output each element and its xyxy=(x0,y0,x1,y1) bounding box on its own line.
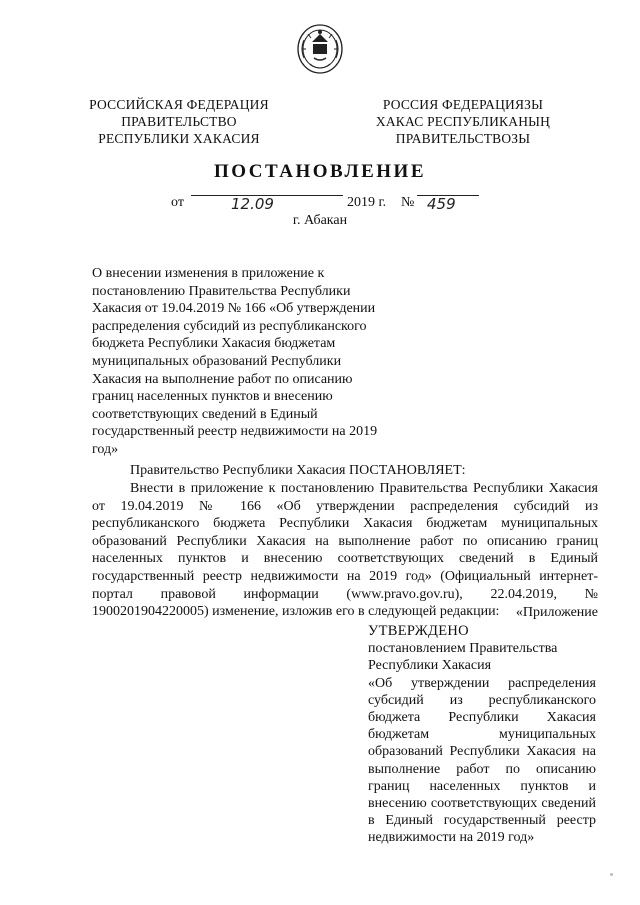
header-left-line: РЕСПУБЛИКИ ХАКАСИЯ xyxy=(98,131,260,146)
subject-line: границ населенных пунктов и внесению xyxy=(92,389,333,405)
body-line: населенных пунктов и внесению соответствующих сведений в Единый xyxy=(92,551,598,567)
header-left-line: ПРАВИТЕЛЬСТВО xyxy=(121,114,237,129)
subject-line: год» xyxy=(92,441,119,457)
approval-block xyxy=(368,623,596,846)
body-line: Внести в приложение к постановлению Правительства Республики Хакасия xyxy=(130,481,598,496)
approved-line: границ населенных пунктов и xyxy=(368,778,596,794)
header-right-line: РОССИЯ ФЕДЕРАЦИЯЗЫ xyxy=(382,97,544,112)
approved-line: образований Республики Хакасия на xyxy=(368,744,596,760)
approved-heading: УТВЕРЖДЕНО xyxy=(368,623,469,639)
header-right-line: ПРАВИТЕЛЬСТВОЗЫ xyxy=(395,131,531,146)
subject-line: муниципальных образований Республики xyxy=(92,353,342,369)
subject-line: О внесении изменения в приложение к xyxy=(92,266,325,281)
subject-line: соответствующих сведений в Единый xyxy=(92,406,318,422)
approved-line: недвижимости на 2019 год» xyxy=(368,830,535,846)
body-line: 1900201904220005) изменение, изложив его в следующей редакции: xyxy=(92,604,500,620)
subject-block xyxy=(92,265,382,459)
approved-line: «Об утверждении распределения xyxy=(368,675,596,691)
number-label: № xyxy=(401,195,415,210)
resolve-statement: Правительство Республики Хакасия ПОСТАНОВЛЯЕТ: xyxy=(130,463,466,478)
subject-line: Хакасия от 19.04.2019 № 166 «Об утверждении xyxy=(92,301,376,317)
appendix-label: «Приложение xyxy=(515,605,598,620)
subject-line: распределения субсидий из республиканского xyxy=(92,318,367,334)
approved-line: выполнение работ по описанию xyxy=(368,761,596,777)
approved-line: бюджета Республики Хакасия xyxy=(368,709,596,725)
subject-line: бюджета Республики Хакасия бюджетам xyxy=(92,336,336,352)
approved-line: постановлением Правительства xyxy=(368,641,558,657)
date-number-line xyxy=(171,195,491,215)
approved-line: внесению соответствующих сведений xyxy=(368,795,596,811)
subject-line: постановлению Правительства Республики xyxy=(92,283,351,299)
approved-line: субсидий из республиканского xyxy=(368,692,596,708)
scan-speck xyxy=(610,873,613,876)
approved-line: в Единый государственный реестр xyxy=(368,813,596,829)
handwritten-number: 459 xyxy=(427,195,456,213)
header-left-line: РОССИЙСКАЯ ФЕДЕРАЦИЯ xyxy=(89,97,269,112)
body-line: республиканского бюджета Республики Хакасия бюджетам муниципальных xyxy=(92,516,598,532)
header-right-line: ХАКАС РЕСПУБЛИКАНЫҢ xyxy=(375,114,551,129)
body-line: образований Республики Хакасия на выполнение работ по описанию границ xyxy=(92,533,598,549)
document-title: ПОСТАНОВЛЕНИЕ xyxy=(213,161,427,182)
khakassia-coat-of-arms-icon xyxy=(290,22,350,76)
city-line: г. Абакан xyxy=(292,213,348,228)
subject-line: государственный реестр недвижимости на 2019 xyxy=(92,424,378,440)
body-line: от 19.04.2019 № 166 «Об утверждении распределения субсидий из xyxy=(92,498,598,514)
body-line: портал правовой информации (www.pravo.gov.ru), 22.04.2019, № xyxy=(92,586,598,602)
from-label: от xyxy=(171,195,184,210)
approved-line: бюджетам муниципальных xyxy=(368,727,596,743)
approved-line: Республики Хакасия xyxy=(368,658,492,674)
body-line: государственный реестр недвижимости на 2019 год» (Официальный интернет- xyxy=(92,568,598,584)
header-right-block xyxy=(356,96,570,147)
year-label: 2019 г. xyxy=(347,195,387,210)
body-paragraph xyxy=(92,480,598,621)
subject-line: Хакасия на выполнение работ по описанию xyxy=(92,371,353,387)
handwritten-date: 12.09 xyxy=(231,195,274,213)
header-left-block xyxy=(74,96,284,147)
